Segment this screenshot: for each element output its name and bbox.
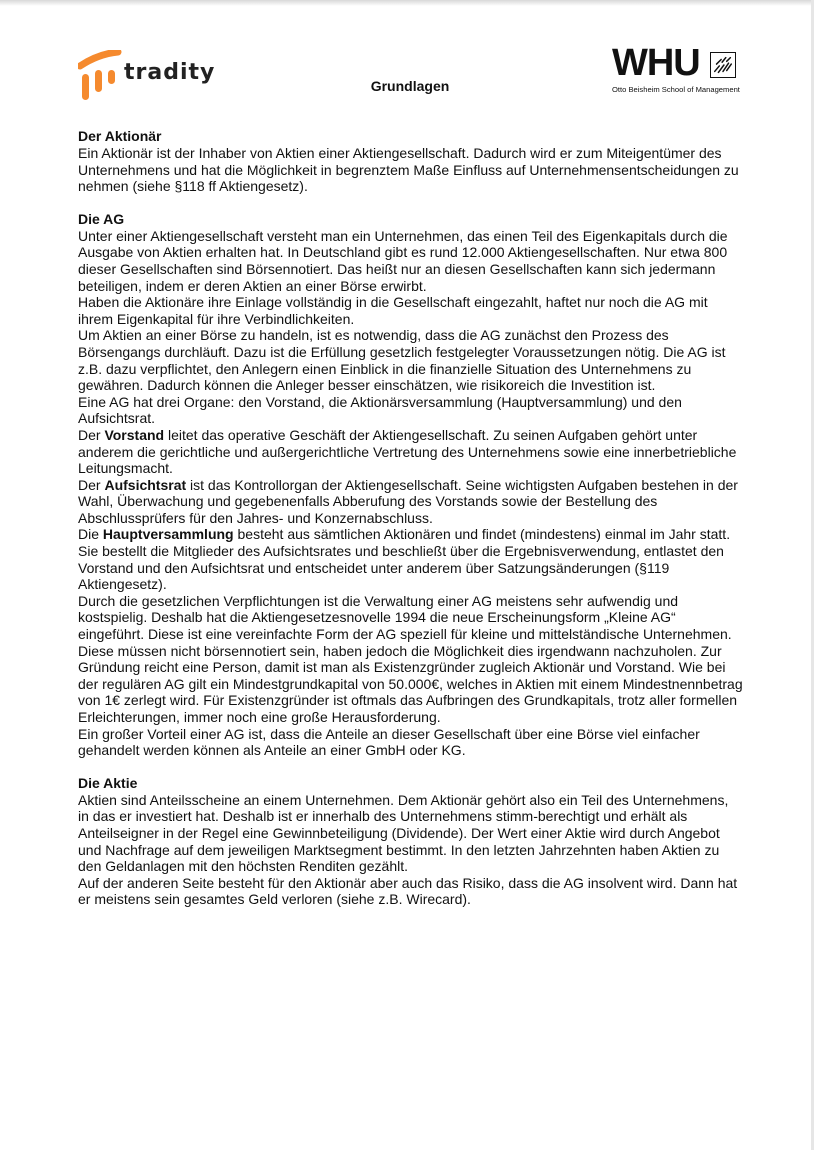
page-title: Grundlagen bbox=[370, 78, 450, 94]
section-ag bbox=[78, 211, 743, 759]
tradity-wordmark: tradity bbox=[124, 60, 216, 85]
whu-subtitle: Otto Beisheim School of Management bbox=[612, 85, 740, 94]
whu-wordmark: WHU bbox=[612, 42, 700, 84]
text: Der bbox=[78, 476, 105, 493]
term-aufsichtsrat: Aufsichtsrat bbox=[104, 476, 187, 493]
paragraph: Auf der anderen Seite besteht für den Aktionär aber auch das Risiko, dass die AG insolvent wird. Dann hat er meistens sein gesamtes Geld verloren (siehe z.B. Wirecard). bbox=[78, 874, 738, 908]
text: ist das Kontrollorgan der Aktiengesellschaft. Seine wichtigsten Aufgaben bestehen in der Wahl, Überwachung und gegebenenfalls Abberufung des Vorstands sowie der Bestellung des Abschlussprüfers für den Jahres- und Konzernabschluss. bbox=[78, 476, 738, 526]
text: besteht aus sämtlichen Aktionären und findet (mindestens) einmal im Jahr statt. Sie bestellt die Mitglieder des Aufsichtsrates und beschließt über die Ergebnisverwendung, entlastet den Vorstand und den Aufsichtsrat und entscheidet unter anderem über Satzungsänderungen (§119 Aktiengesetz). bbox=[78, 526, 731, 593]
document-body bbox=[78, 128, 743, 924]
paragraph-aufsichtsrat bbox=[78, 477, 743, 527]
paragraph-vorstand bbox=[78, 427, 743, 477]
paragraph: Aktien sind Anteilsscheine an einem Unternehmen. Dem Aktionär gehört also ein Teil des Unternehmens, in das er investiert hat. Deshalb ist er innerhalb des Unternehmens stimm-berechtigt und erhält als Anteilseigner in der Regel eine Gewinnbeteiligung (Dividende). Der Wert einer Aktie wird durch Angebot und Nachfrage auf dem jeweiligen Marktsegment bestimmt. In den letzten Jahrzehnten haben Aktien zu den Geldanlagen mit den höchsten Renditen gezählt. bbox=[78, 791, 729, 875]
text: leitet das operative Geschäft der Aktiengesellschaft. Zu seinen Aufgaben gehört unter anderem die gerichtliche und außergerichtliche Vertretung des Unternehmens sowie eine innerbetriebliche Leitungsmacht. bbox=[78, 426, 737, 477]
paragraph-hauptversammlung bbox=[78, 526, 743, 592]
paragraph: Durch die gesetzlichen Verpflichtungen ist die Verwaltung einer AG meistens sehr aufwendig und kostspielig. Deshalb hat die Aktiengesetzesnovelle 1994 die neue Erscheinungsform „Kleine AG“ eingeführt. Diese ist eine vereinfachte Form der AG speziell für kleine und mittelständische Unternehmen. Diese müssen nicht börsennotiert sein, haben jedoch die Möglichkeit dies irgendwann nachzuholen. Zur Gründung reicht eine Person, damit ist man als Existenzgründer zugleich Aktionär und Vorstand. Wie bei der regulären AG gilt ein Mindestgrundkapital von 50.000€, welches in Aktien mit einem Mindestnennbetrag von 1€ zerlegt wird. Für Existenzgründer ist oftmals das Aufbringen des Grundkapitals, trotz aller formellen Erleichterungen, immer noch eine große Herausforderung. bbox=[78, 592, 743, 725]
whu-logo bbox=[610, 42, 740, 96]
tradity-logo bbox=[78, 50, 218, 102]
section-aktie bbox=[78, 775, 743, 908]
section-heading: Die Aktie bbox=[78, 774, 138, 791]
section-heading: Die AG bbox=[78, 210, 125, 227]
paragraph: Unter einer Aktiengesellschaft versteht man ein Unternehmen, das einen Teil des Eigenkapitals durch die Ausgabe von Aktien erhalten hat. In Deutschland gibt es rund 12.000 Aktiengesellschaften. Nur etwa 800 dieser Gesellschaften sind Börsennotiert. Das heißt nur an diesen Gesellschaften kann sich jedermann beteiligen, indem er deren Aktien an einer Börse erwirbt. bbox=[78, 227, 728, 294]
paragraph: Ein großer Vorteil einer AG ist, dass die Anteile an dieser Gesellschaft über eine Börse viel einfacher gehandelt werden können als Anteile an einer GmbH oder KG. bbox=[78, 725, 700, 759]
text: Der bbox=[78, 426, 105, 443]
section-heading: Der Aktionär bbox=[78, 128, 162, 144]
tradity-mark-icon bbox=[78, 50, 122, 102]
term-vorstand: Vorstand bbox=[104, 426, 165, 443]
whu-emblem-icon bbox=[710, 52, 736, 78]
text: Die bbox=[78, 526, 103, 543]
page-top-shadow bbox=[0, 0, 814, 6]
term-hauptversammlung: Hauptversammlung bbox=[102, 526, 234, 543]
paragraph: Um Aktien an einer Börse zu handeln, ist es notwendig, dass die AG zunächst den Prozess des Börsengangs durchläuft. Dazu ist die Erfüllung gesetzlich festgelegter Voraussetzungen nötig. Die AG ist z.B. dazu verpflichtet, den Anlegern einen Einblick in die finanzielle Situation des Unternehmens zu gewähren. Dadurch können die Anleger besser einschätzen, wie risikoreich die Investition ist. bbox=[78, 327, 726, 394]
section-aktionaer bbox=[78, 128, 743, 195]
paragraph: Haben die Aktionäre ihre Einlage vollständig in die Gesellschaft eingezahlt, haftet nur noch die AG mit ihrem Eigenkapital für ihre Verbindlichkeiten. bbox=[78, 294, 708, 327]
paragraph: Eine AG hat drei Organe: den Vorstand, die Aktionärsversammlung (Hauptversammlung) und den Aufsichtsrat. bbox=[78, 393, 682, 427]
paragraph: Ein Aktionär ist der Inhaber von Aktien einer Aktiengesellschaft. Dadurch wird er zum Miteigentümer des Unternehmens und hat die Möglichkeit in begrenztem Maße Einfluss auf Unternehmensentscheidungen zu nehmen (siehe §118 ff Aktiengesetz). bbox=[78, 145, 739, 195]
